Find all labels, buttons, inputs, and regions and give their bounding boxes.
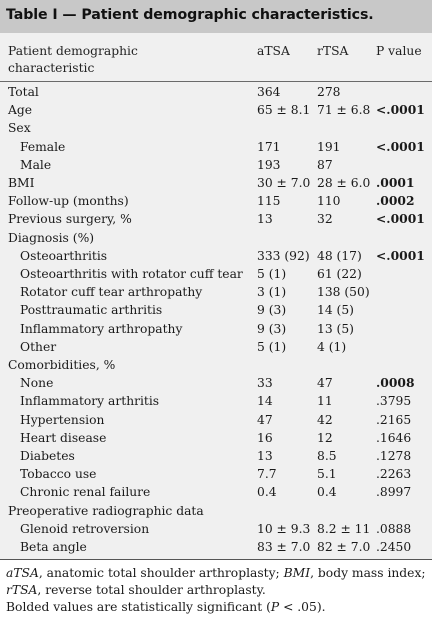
row-label: Rotator cuff tear arthropathy <box>20 285 203 300</box>
row-atsa-value: 47 <box>257 412 273 427</box>
row-atsa-value: 9 (3) <box>257 303 287 318</box>
header-p-value: P value <box>376 44 422 58</box>
header-rtsa: rTSA <box>317 44 349 58</box>
row-label: Diagnosis (%) <box>8 230 95 245</box>
table-row <box>0 174 432 192</box>
row-rtsa-value: 4 (1) <box>317 339 347 354</box>
row-rtsa-value: 13 (5) <box>317 321 354 336</box>
row-p-value: .2263 <box>376 467 412 482</box>
row-atsa-value: 16 <box>257 430 273 445</box>
row-label: Glenoid retroversion <box>20 521 150 536</box>
row-rtsa-value: 28 ± 6.0 <box>317 176 371 190</box>
footnote-line-1 <box>6 565 426 582</box>
table-row <box>0 229 432 247</box>
row-rtsa-value: 191 <box>317 139 341 154</box>
row-p-value: <.0001 <box>376 102 425 118</box>
row-p-value: .3795 <box>376 394 412 409</box>
row-atsa-value: 13 <box>257 449 273 463</box>
row-label: Inflammatory arthritis <box>20 394 160 409</box>
row-atsa-value: 5 (1) <box>257 339 287 354</box>
table-row <box>0 447 432 465</box>
table-row <box>0 156 432 174</box>
row-rtsa-value: 110 <box>317 194 341 209</box>
row-rtsa-value: 42 <box>317 412 333 427</box>
row-rtsa-value: 11 <box>317 394 333 409</box>
row-label: Chronic renal failure <box>20 485 151 500</box>
row-rtsa-value: 0.4 <box>317 485 337 500</box>
table-row <box>0 538 432 556</box>
row-p-value: .0008 <box>376 375 415 391</box>
row-rtsa-value: 138 (50) <box>317 285 370 300</box>
table-body <box>0 33 432 560</box>
row-label: Age <box>8 103 33 118</box>
row-label: Osteoarthritis with rotator cuff tear <box>20 267 243 281</box>
row-atsa-value: 33 <box>257 376 273 391</box>
row-p-value: .2165 <box>376 412 412 427</box>
row-atsa-value: 9 (3) <box>257 321 287 336</box>
table-row <box>0 374 432 392</box>
footnote-text-rtsa: , reverse total shoulder arthroplasty. <box>37 583 266 597</box>
row-label: Preoperative radiographic data <box>8 503 204 518</box>
row-label: Diabetes <box>20 449 75 463</box>
row-atsa-value: 333 (92) <box>257 248 310 263</box>
row-atsa-value: 30 ± 7.0 <box>257 176 311 190</box>
row-p-value: <.0001 <box>376 211 425 227</box>
row-rtsa-value: 5.1 <box>317 467 337 482</box>
row-atsa-value: 13 <box>257 212 273 227</box>
row-label: Hypertension <box>20 412 105 427</box>
row-atsa-value: 364 <box>257 85 281 99</box>
row-label: Follow-up (months) <box>8 194 129 209</box>
row-atsa-value: 7.7 <box>257 467 277 482</box>
row-p-value: <.0001 <box>376 138 425 154</box>
row-label: Osteoarthritis <box>20 248 108 263</box>
row-label: Female <box>20 139 66 154</box>
row-rtsa-value: 8.5 <box>317 449 337 463</box>
row-rtsa-value: 32 <box>317 212 333 227</box>
table-row <box>0 502 432 520</box>
row-atsa-value: 193 <box>257 157 281 172</box>
row-label: Total <box>8 85 39 99</box>
header-label-line1: Patient demographic <box>8 44 138 58</box>
row-label: Sex <box>8 121 31 136</box>
row-atsa-value: 83 ± 7.0 <box>257 540 311 554</box>
table-row <box>0 265 432 283</box>
footnote-abbr-rtsa: rTSA <box>6 583 38 597</box>
footnote-abbr-bmi: BMI <box>283 566 311 580</box>
header-divider <box>0 81 432 82</box>
table-row <box>0 520 432 538</box>
footnote-threshold: < .05). <box>279 600 326 614</box>
row-rtsa-value: 48 (17) <box>317 248 362 263</box>
row-label: Inflammatory arthropathy <box>20 321 183 336</box>
row-rtsa-value: 87 <box>317 157 333 172</box>
row-atsa-value: 5 (1) <box>257 267 287 281</box>
header-label-line2: characteristic <box>8 61 95 75</box>
row-label: Comorbidities, % <box>8 358 116 372</box>
row-label: Other <box>20 339 57 354</box>
footnote-abbr-atsa: aTSA <box>6 566 39 580</box>
row-label: Tobacco use <box>20 467 97 482</box>
row-rtsa-value: 47 <box>317 376 333 391</box>
table-title: Table I — Patient demographic characteristics. <box>0 0 432 33</box>
row-p-value: .0001 <box>376 175 415 190</box>
row-atsa-value: 0.4 <box>257 485 277 500</box>
footnote-line-2 <box>6 582 266 599</box>
footnote-text-bmi: , body mass index; <box>310 566 426 580</box>
footnote-text-atsa: , anatomic total shoulder arthroplasty; <box>38 566 284 580</box>
row-atsa-value: 171 <box>257 139 281 154</box>
row-rtsa-value: 12 <box>317 430 333 445</box>
table-row <box>0 411 432 429</box>
footnote-line-3 <box>6 599 326 616</box>
row-rtsa-value: 8.2 ± 11 <box>317 521 371 536</box>
row-label: Posttraumatic arthritis <box>20 303 163 318</box>
table-bottom-rule <box>0 559 432 560</box>
row-atsa-value: 115 <box>257 194 281 209</box>
footnote-p-symbol: P <box>270 600 280 614</box>
row-atsa-value: 65 ± 8.1 <box>257 103 311 118</box>
table-row <box>0 138 432 156</box>
row-rtsa-value: 82 ± 7.0 <box>317 540 371 554</box>
row-rtsa-value: 278 <box>317 85 341 99</box>
header-atsa: aTSA <box>257 44 290 58</box>
table-row <box>0 301 432 319</box>
table-row <box>0 210 432 228</box>
row-rtsa-value: 71 ± 6.8 <box>317 103 371 118</box>
row-atsa-value: 10 ± 9.3 <box>257 521 311 536</box>
row-label: Beta angle <box>20 540 87 554</box>
row-label: Previous surgery, % <box>8 212 132 227</box>
row-atsa-value: 3 (1) <box>257 285 287 300</box>
row-label: BMI <box>8 176 35 190</box>
row-rtsa-value: 14 (5) <box>317 303 354 318</box>
row-p-value: .8997 <box>376 485 412 500</box>
row-p-value: .1646 <box>376 430 412 445</box>
footnote-bold-note: Bolded values are statistically significant ( <box>6 600 271 614</box>
table-row <box>0 465 432 483</box>
row-p-value: .0888 <box>376 521 412 536</box>
table-row <box>0 192 432 210</box>
table-row <box>0 119 432 137</box>
row-rtsa-value: 61 (22) <box>317 267 362 281</box>
row-p-value: <.0001 <box>376 247 425 263</box>
table-row <box>0 356 432 374</box>
table-row <box>0 247 432 265</box>
table-row <box>0 338 432 356</box>
table-row <box>0 392 432 410</box>
row-label: Heart disease <box>20 430 107 445</box>
row-label: None <box>20 376 54 391</box>
table-row <box>0 320 432 338</box>
row-atsa-value: 14 <box>257 394 273 409</box>
row-label: Male <box>20 157 52 172</box>
row-p-value: .0002 <box>376 193 415 209</box>
header-label-col <box>8 43 138 77</box>
row-p-value: .1278 <box>376 449 412 463</box>
table-row <box>0 283 432 301</box>
table-row <box>0 101 432 119</box>
table-row <box>0 483 432 501</box>
table-row <box>0 429 432 447</box>
table-row <box>0 83 432 101</box>
row-p-value: .2450 <box>376 540 412 554</box>
